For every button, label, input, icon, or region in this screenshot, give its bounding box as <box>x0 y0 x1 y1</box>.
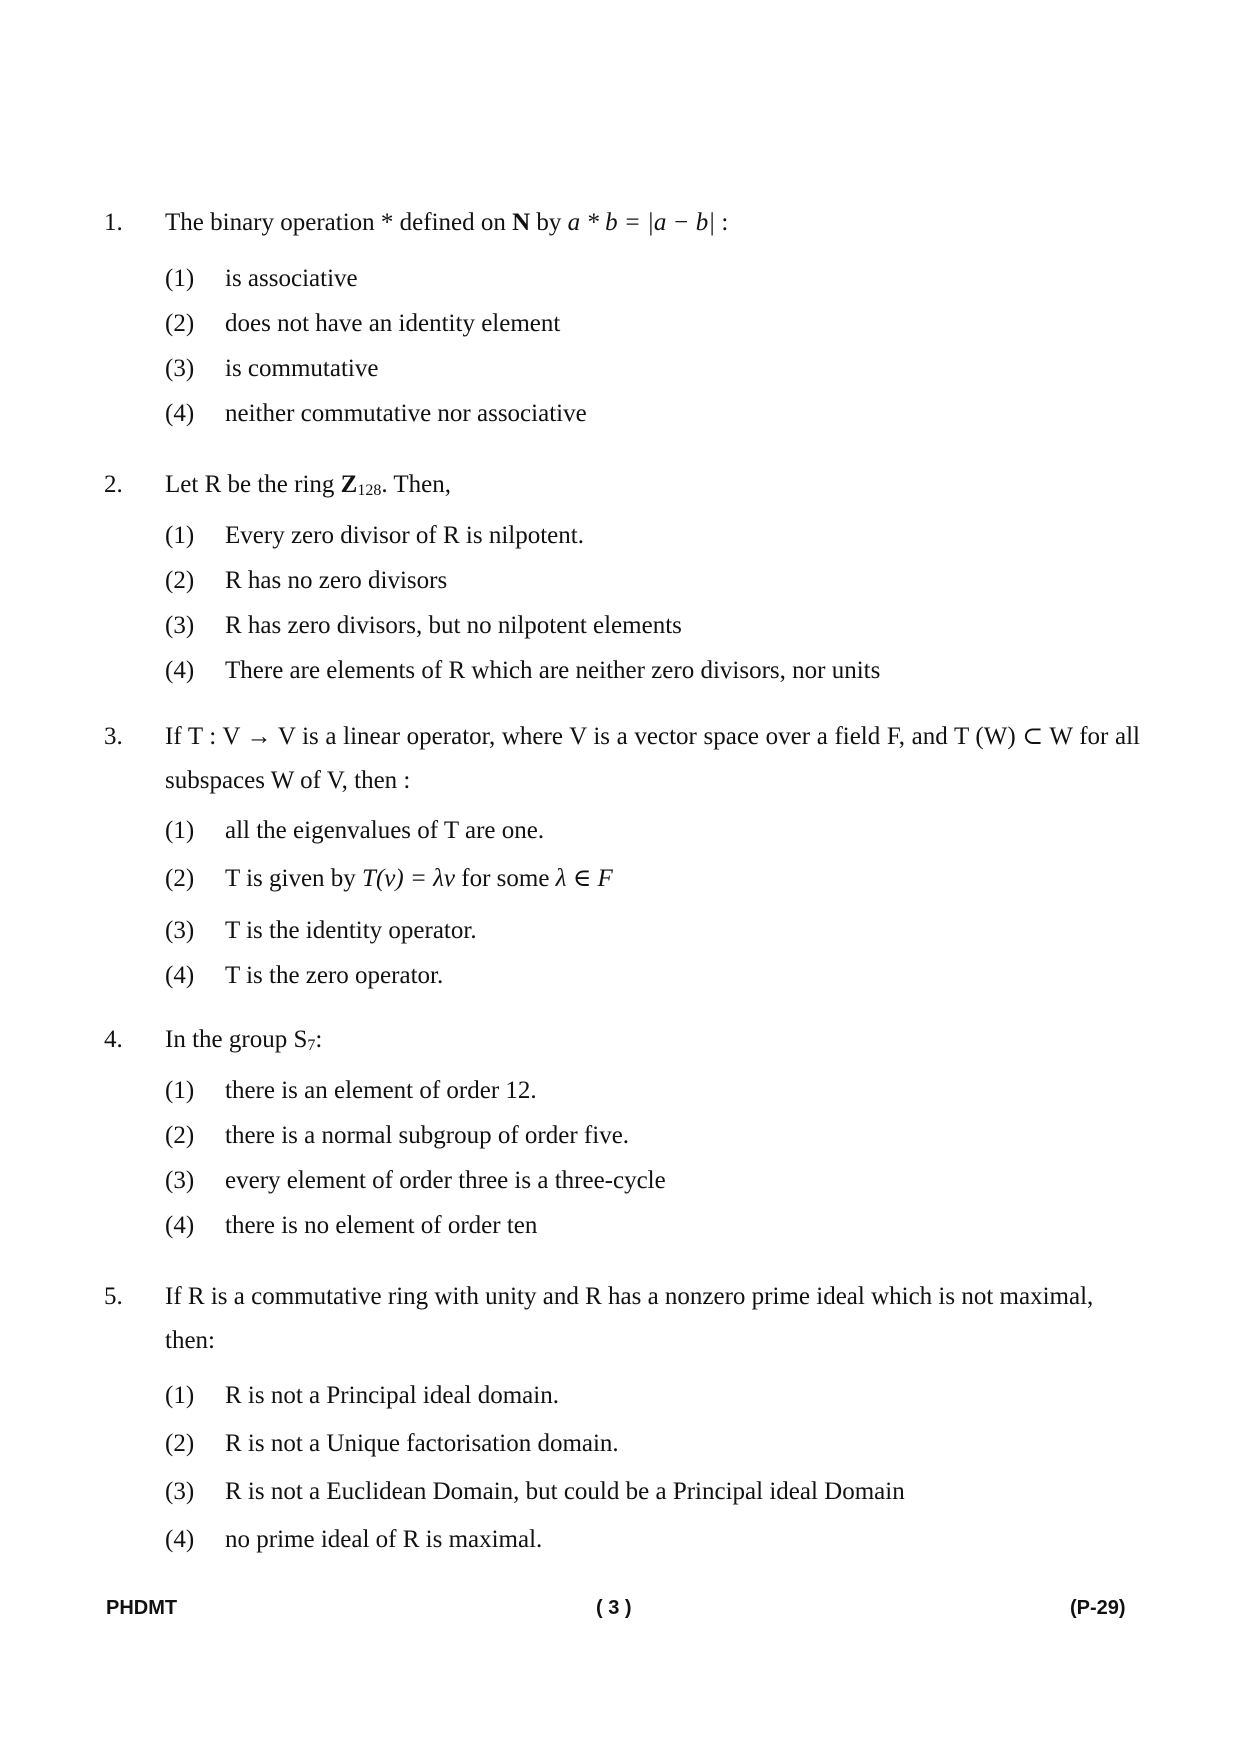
option <box>165 264 1140 294</box>
option-number: (1) <box>165 265 195 292</box>
option-text: T is the identity operator. <box>225 917 477 944</box>
question-number: 2. <box>104 471 123 498</box>
option <box>165 656 1140 686</box>
option <box>165 1076 1140 1106</box>
option-text: T is the zero operator. <box>225 962 444 989</box>
option <box>165 1477 1140 1507</box>
option-number: (4) <box>165 1212 195 1239</box>
option-number: (1) <box>165 522 195 549</box>
option-number: (2) <box>165 567 195 594</box>
option <box>165 309 1140 339</box>
footer-code: PHDMT <box>106 1597 178 1619</box>
option <box>165 1211 1140 1241</box>
option-number: (3) <box>165 355 195 382</box>
option-number: (1) <box>165 817 195 844</box>
option <box>165 1166 1140 1196</box>
question-text: The binary operation * defined on N by a * b = |a − b| : <box>165 209 729 236</box>
question-text: If R is a commutative ring with unity and R has a nonzero prime ideal which is not maximal, then: <box>165 1283 1094 1354</box>
option-number: (3) <box>165 1167 195 1194</box>
math-expression: T(v) = λv <box>362 865 455 892</box>
option-number: (3) <box>165 917 195 944</box>
option-number: (2) <box>165 1122 195 1149</box>
option <box>165 961 1140 991</box>
option <box>165 816 1140 846</box>
math-expression: λ ∈ F <box>555 865 613 892</box>
option-text: R is not a Euclidean Domain, but could be a Principal ideal Domain <box>225 1478 905 1505</box>
option-text: does not have an identity element <box>225 310 561 337</box>
option <box>165 916 1140 946</box>
math-expression: a * b = |a − b| <box>567 209 716 236</box>
option-text: neither commutative nor associative <box>225 400 587 427</box>
option-number: (3) <box>165 612 195 639</box>
option-number: (1) <box>165 1077 195 1104</box>
option <box>165 864 1140 894</box>
question-text: In the group S7: <box>165 1026 323 1054</box>
option <box>165 1429 1140 1459</box>
option <box>165 354 1140 384</box>
option-text: there is no element of order ten <box>225 1212 538 1239</box>
option <box>165 1121 1140 1151</box>
option-text: there is a normal subgroup of order five. <box>225 1122 630 1149</box>
option-number: (4) <box>165 400 195 427</box>
option <box>165 611 1140 641</box>
option-text: Every zero divisor of R is nilpotent. <box>225 522 584 549</box>
question-text: Let R be the ring Z128. Then, <box>165 471 452 499</box>
option <box>165 1381 1140 1411</box>
question-number: 5. <box>104 1283 123 1310</box>
option <box>165 1525 1140 1555</box>
option-number: (2) <box>165 865 195 892</box>
footer-paper-id: (P-29) <box>1070 1597 1126 1619</box>
option <box>165 566 1140 596</box>
option-text: R is not a Unique factorisation domain. <box>225 1430 619 1457</box>
option <box>165 521 1140 551</box>
option-text: R is not a Principal ideal domain. <box>225 1382 559 1409</box>
option-number: (4) <box>165 657 195 684</box>
option <box>165 399 1140 429</box>
option-text: is commutative <box>225 355 379 382</box>
option-number: (4) <box>165 1526 195 1553</box>
option-text: T is given by T(v) = λv for some λ ∈ F <box>225 865 613 892</box>
question-text: If T : V → V is a linear operator, where V is a vector space over a field F, and T (W) ⊂ W for all subspaces W of V, then : <box>165 723 1140 794</box>
page-number: ( 3 ) <box>596 1597 632 1619</box>
question-number: 1. <box>104 209 123 236</box>
option-text: there is an element of order 12. <box>225 1077 537 1104</box>
option-number: (3) <box>165 1478 195 1505</box>
option-text: all the eigenvalues of T are one. <box>225 817 545 844</box>
option-number: (4) <box>165 962 195 989</box>
option-text: every element of order three is a three-cycle <box>225 1167 666 1194</box>
option-number: (1) <box>165 1382 195 1409</box>
option-text: R has zero divisors, but no nilpotent elements <box>225 612 682 639</box>
question-number: 4. <box>104 1026 123 1053</box>
question-number: 3. <box>104 723 123 750</box>
option-text: is associative <box>225 265 358 292</box>
option-text: no prime ideal of R is maximal. <box>225 1526 543 1553</box>
option-text: There are elements of R which are neither zero divisors, nor units <box>225 657 881 684</box>
option-number: (2) <box>165 310 195 337</box>
option-number: (2) <box>165 1430 195 1457</box>
option-text: R has no zero divisors <box>225 567 448 594</box>
